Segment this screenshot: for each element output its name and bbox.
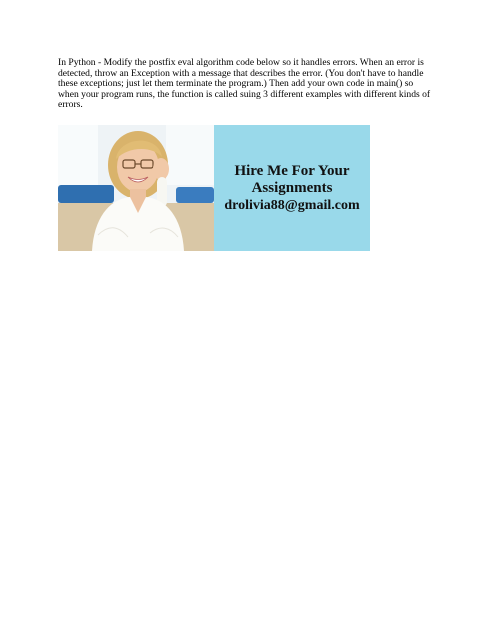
question-line: when your program runs, the function is called suing 3 different examples with different kinds of (58, 88, 431, 100)
woman-photo (58, 125, 214, 251)
question-line: In Python - Modify the postfix eval algorithm code below so it handles errors. When an error is (58, 57, 424, 68)
ad-text-panel (214, 125, 370, 251)
woman-photo-illustration (58, 125, 214, 251)
question-line: detected, throw an Exception with a message that describes the error. (You don't have to handle (58, 67, 424, 79)
question-line: errors. (58, 99, 83, 111)
ad-banner (58, 125, 370, 251)
question-line: these exceptions; just let them terminate the program.) Then add your own code in main() so (58, 78, 414, 90)
ad-email: drolivia88@gmail.com (224, 197, 360, 213)
ad-headline-line2: Assignments (251, 179, 333, 196)
question-text (58, 58, 446, 111)
ad-headline-line1: Hire Me For Your (234, 162, 350, 179)
